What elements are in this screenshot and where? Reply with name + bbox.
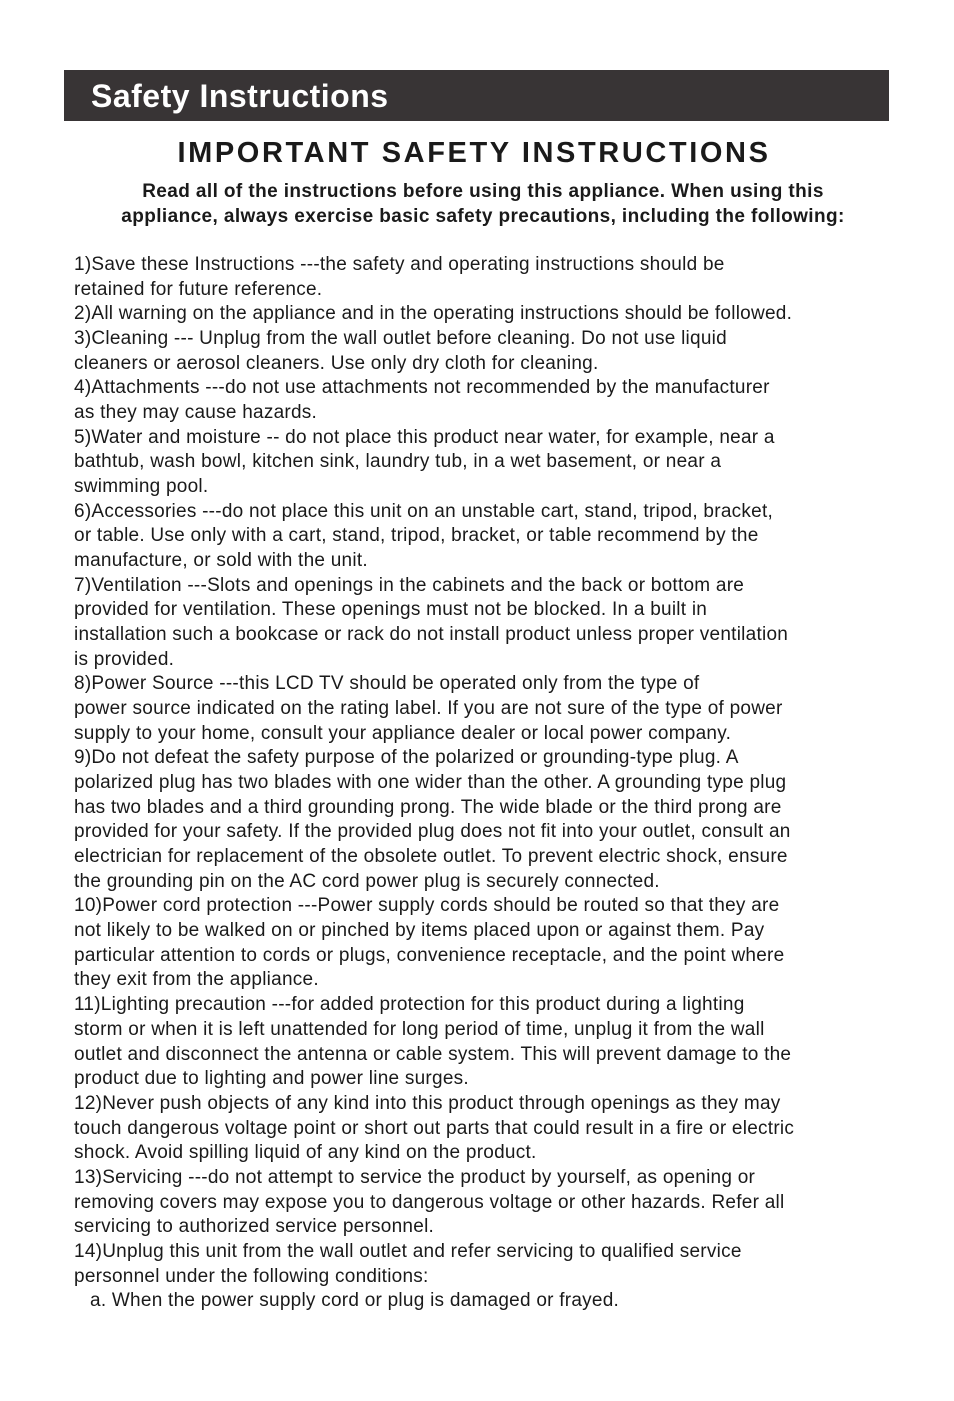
instruction-line: 2)All warning on the appliance and in the operating instructions should be followed. <box>74 303 793 325</box>
instruction-line: power source indicated on the rating label. If you are not sure of the type of power <box>74 698 783 720</box>
intro-paragraph <box>0 179 954 229</box>
instruction-line: electrician for replacement of the obsolete outlet. To prevent electric shock, ensure <box>74 846 788 868</box>
intro-line: Read all of the instructions before using this appliance. When using this <box>142 181 824 202</box>
instruction-line: touch dangerous voltage point or short out parts that could result in a fire or electric <box>74 1117 795 1139</box>
page-heading: IMPORTANT SAFETY INSTRUCTIONS <box>177 137 771 169</box>
instruction-line: 9)Do not defeat the safety purpose of the polarized or grounding-type plug. A <box>74 747 739 769</box>
instruction-line: not likely to be walked on or pinched by items placed upon or against them. Pay <box>74 920 765 942</box>
instruction-line: 8)Power Source ---this LCD TV should be operated only from the type of <box>74 673 700 695</box>
instruction-line: bathtub, wash bowl, kitchen sink, laundry tub, in a wet basement, or near a <box>74 451 722 473</box>
section-title: Safety Instructions <box>91 78 389 114</box>
instruction-line: manufacture, or sold with the unit. <box>74 550 368 572</box>
section-header-bar <box>64 70 889 121</box>
instruction-line: 4)Attachments ---do not use attachments not recommended by the manufacturer <box>74 377 770 399</box>
instruction-line: has two blades and a third grounding prong. The wide blade or the third prong are <box>74 796 782 818</box>
instruction-line: 14)Unplug this unit from the wall outlet and refer servicing to qualified service <box>74 1240 742 1262</box>
instruction-line: retained for future reference. <box>74 278 323 300</box>
instruction-line: 1)Save these Instructions ---the safety and operating instructions should be <box>74 254 725 275</box>
instruction-line: 12)Never push objects of any kind into this product through openings as they may <box>74 1092 781 1114</box>
instruction-line: removing covers may expose you to dangerous voltage or other hazards. Refer all <box>74 1191 785 1213</box>
instruction-line: supply to your home, consult your appliance dealer or local power company. <box>74 722 732 744</box>
instruction-line: provided for ventilation. These openings must not be blocked. In a built in <box>74 599 708 621</box>
instruction-line: they exit from the appliance. <box>74 969 319 991</box>
instruction-line: particular attention to cords or plugs, convenience receptacle, and the point where <box>74 944 785 966</box>
instruction-line: 3)Cleaning --- Unplug from the wall outlet before cleaning. Do not use liquid <box>74 328 727 350</box>
instruction-line: servicing to authorized service personnel. <box>74 1216 435 1238</box>
instruction-line: 6)Accessories ---do not place this unit on an unstable cart, stand, tripod, bracket, <box>74 500 774 522</box>
instruction-line: or table. Use only with a cart, stand, tripod, bracket, or table recommend by the <box>74 525 759 547</box>
instruction-line: provided for your safety. If the provided plug does not fit into your outlet, consult an <box>74 821 791 843</box>
instruction-line: the grounding pin on the AC cord power plug is securely connected. <box>74 870 660 892</box>
instruction-line: shock. Avoid spilling liquid of any kind on the product. <box>74 1142 537 1164</box>
instruction-line: is provided. <box>74 648 175 670</box>
instruction-line: 10)Power cord protection ---Power supply cords should be routed so that they are <box>74 895 780 917</box>
instruction-line: cleaners or aerosol cleaners. Use only dry cloth for cleaning. <box>74 352 599 374</box>
instruction-line: 7)Ventilation ---Slots and openings in the cabinets and the back or bottom are <box>74 574 745 596</box>
instruction-line: outlet and disconnect the antenna or cable system. This will prevent damage to the <box>74 1043 792 1065</box>
instruction-line: storm or when it is left unattended for long period of time, unplug it from the wall <box>74 1018 765 1040</box>
instruction-line: polarized plug has two blades with one wider than the other. A grounding type plug <box>74 772 787 794</box>
instruction-line: 13)Servicing ---do not attempt to service the product by yourself, as opening or <box>74 1166 756 1188</box>
instruction-line: 5)Water and moisture -- do not place this product near water, for example, near a <box>74 426 775 448</box>
instruction-subitem: a. When the power supply cord or plug is damaged or frayed. <box>90 1290 620 1312</box>
instruction-line: installation such a bookcase or rack do not install product unless proper ventilation <box>74 624 789 646</box>
intro-line: appliance, always exercise basic safety precautions, including the following: <box>121 206 845 227</box>
instruction-line: swimming pool. <box>74 476 209 498</box>
instructions-list <box>74 253 914 1314</box>
instruction-line: personnel under the following conditions: <box>74 1265 429 1287</box>
instruction-line: 11)Lighting precaution ---for added protection for this product during a lighting <box>74 994 745 1016</box>
instruction-line: product due to lighting and power line surges. <box>74 1068 469 1090</box>
instruction-line: as they may cause hazards. <box>74 402 318 424</box>
